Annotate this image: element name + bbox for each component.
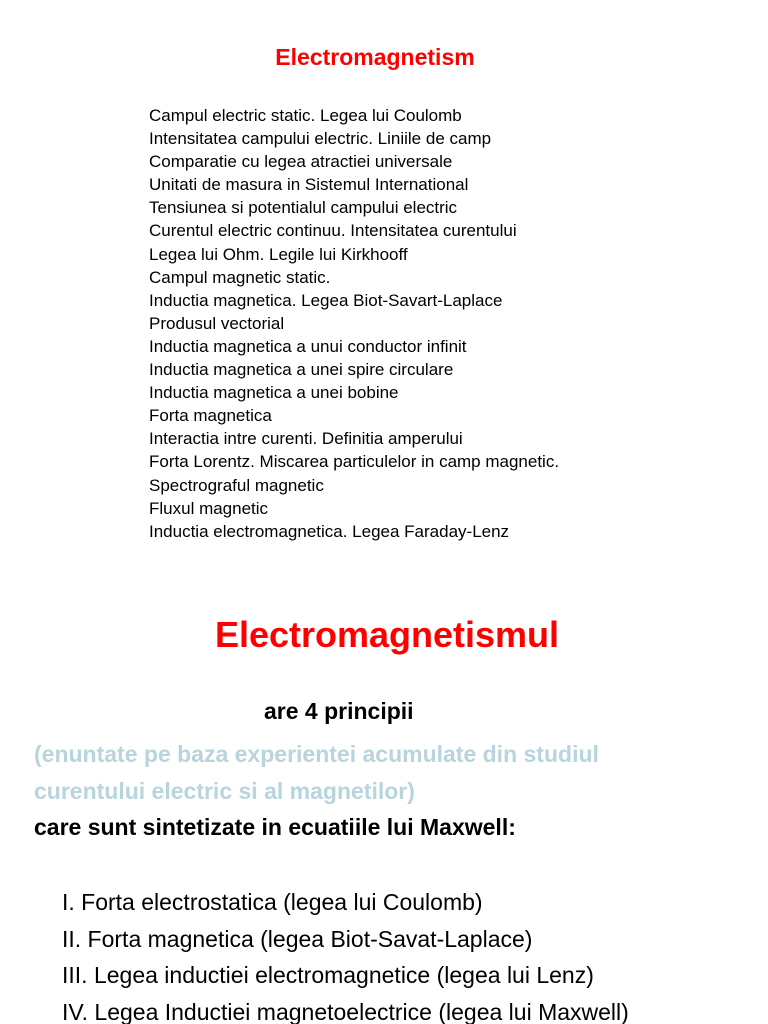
- topic-list: [149, 104, 559, 543]
- topic-item: Curentul electric continuu. Intensitatea curentului: [149, 221, 517, 241]
- topic-item: Inductia electromagnetica. Legea Faraday-Lenz: [149, 521, 510, 541]
- context-note-line: (enuntate pe baza experientei acumulate din studiul: [34, 741, 599, 767]
- topic-item: Inductia magnetica a unei bobine: [149, 383, 399, 403]
- topic-item: Unitati de masura in Sistemul International: [149, 175, 469, 195]
- topic-item: Produsul vectorial: [149, 313, 285, 333]
- topic-item: Spectrograful magnetic: [149, 475, 324, 495]
- topic-item: Campul electric static. Legea lui Coulomb: [149, 106, 462, 125]
- topic-item: Forta Lorentz. Miscarea particulelor in camp magnetic.: [149, 452, 560, 472]
- context-note-line: curentului electric si al magnetilor): [34, 778, 415, 804]
- topic-item: Inductia magnetica a unei spire circulare: [149, 360, 454, 380]
- topic-item: Forta magnetica: [149, 406, 272, 426]
- topic-item: Interactia intre curenti. Definitia amperului: [149, 429, 463, 449]
- topic-item: Intensitatea campului electric. Liniile de camp: [149, 129, 492, 149]
- slide-title: Electromagnetismul: [214, 614, 560, 655]
- principle-item: I. Forta electrostatica (legea lui Coulomb): [62, 889, 483, 915]
- principle-list: [62, 884, 629, 1024]
- principle-item: IV. Legea Inductiei magnetoelectrice (legea lui Maxwell): [62, 998, 629, 1024]
- topic-item: Campul magnetic static.: [149, 267, 331, 287]
- topic-item: Inductia magnetica a unui conductor infinit: [149, 336, 467, 356]
- topic-item: Inductia magnetica. Legea Biot-Savart-Laplace: [149, 290, 503, 310]
- principle-item: III. Legea inductiei electromagnetice (legea lui Lenz): [62, 962, 594, 988]
- topic-item: Comparatie cu legea atractiei universale: [149, 152, 453, 172]
- context-note: [34, 736, 599, 810]
- section-title: Electromagnetism: [275, 44, 475, 70]
- principles-count: are 4 principii: [264, 698, 414, 724]
- topic-item: Fluxul magnetic: [149, 498, 269, 518]
- topic-item: Tensiunea si potentialul campului electric: [149, 198, 458, 218]
- principle-item: II. Forta magnetica (legea Biot-Savat-Laplace): [62, 925, 533, 952]
- maxwell-synthesis: care sunt sintetizate in ecuatiile lui Maxwell:: [34, 814, 516, 840]
- topic-item: Legea lui Ohm. Legile lui Kirkhooff: [149, 244, 408, 264]
